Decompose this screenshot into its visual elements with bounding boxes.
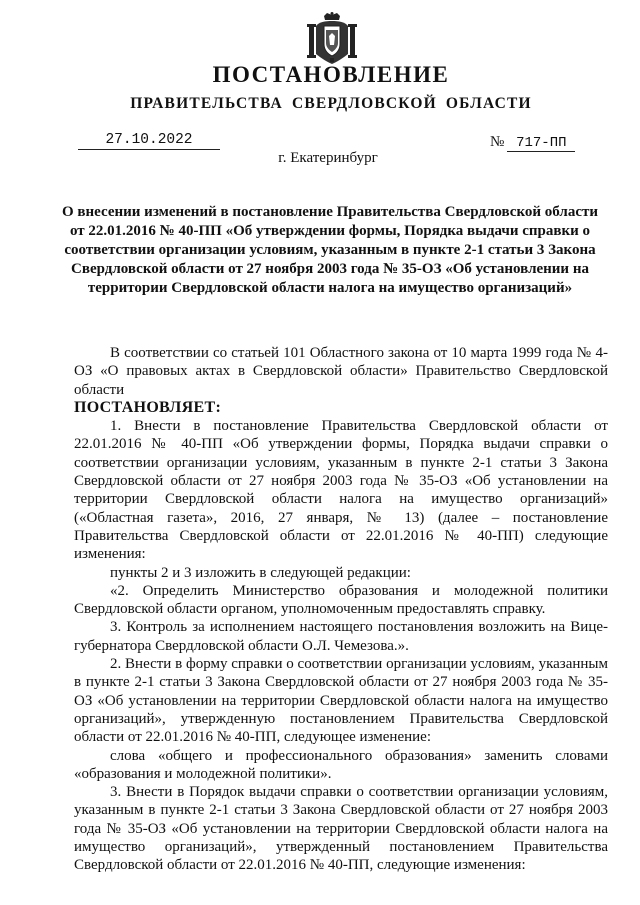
paragraph-3: 3. Внести в Порядок выдачи справки о соответствии организации условиям, указанным в пункте 2-1 статьи 3 Закона Свердловской области от 27 ноября 2003 года № 35-ОЗ «Об установлении на территории Свердловской области налога на имущество организаций», утвержденный постановлением Правительства Свердловской области от 22.01.2016 № 40-ПП, следующие изменения: xyxy=(74,784,608,874)
paragraph-1c: 3. Контроль за исполнением настоящего постановления возложить на Вице-губернатора Свердловской области О.Л. Чемезова.». xyxy=(74,619,608,654)
intro-paragraph: В соответствии со статьей 101 Областного закона от 10 марта 1999 года № 4-ОЗ «О правовых актах в Свердловской области» Правительство Свердловской области xyxy=(74,345,608,398)
document-date: 27.10.2022 xyxy=(78,132,220,150)
decree-word: ПОСТАНОВЛЯЕТ: xyxy=(74,398,222,416)
document-body xyxy=(74,344,608,875)
document-city: г. Екатеринбург xyxy=(278,150,378,166)
number-value: 717-ПП xyxy=(507,135,575,152)
paragraph-1a: пункты 2 и 3 изложить в следующей редакции: xyxy=(110,564,411,581)
document-title: ПОСТАНОВЛЕНИЕ xyxy=(212,62,450,87)
document-heading: О внесении изменений в постановление Правительства Свердловской области от 22.01.2016 № 40-ПП «Об утверждении формы, Порядка выдачи справки о соответствии организации условиям, указанным в пункте 2-1 статьи 3 Закона Свердловской области от 27 ноября 2003 года № 35-ОЗ «Об установлении на территории Свердловской области налога на имущество организаций» xyxy=(62,204,598,296)
paragraph-1: 1. Внести в постановление Правительства Свердловской области от 22.01.2016 № 40-ПП «Об утверждении формы, Порядка выдачи справки о соответствии организации условиям, указанным в пункте 2-1 статьи 3 Закона Свердловской области от 27 ноября 2003 года № 35-ОЗ «Об установлении на территории Свердловской области налога на имущество организаций» («Областная газета», 2016, 27 января, № 13) (далее – постановление Правительства Свердловской области от 22.01.2016 № 40-ПП) следующие изменения: xyxy=(74,418,608,563)
paragraph-1b: «2. Определить Министерство образования и молодежной политики Свердловской области органом, уполномоченным предоставлять справку. xyxy=(74,582,608,618)
paragraph-2: 2. Внести в форму справки о соответствии организации условиям, указанным в пункте 2-1 статьи 3 Закона Свердловской области от 27 ноября 2003 года № 35-ОЗ «Об установлении на территории Свердловской области налога на имущество организаций», утвержденную постановлением Правительства Свердловской области от 22.01.2016 № 40-ПП, следующее изменение: xyxy=(74,656,608,746)
coat-of-arms-icon xyxy=(307,12,357,66)
paragraph-2a: слова «общего и профессионального образования» заменить словами «образования и молодежной политики». xyxy=(74,747,608,782)
document-subtitle: ПРАВИТЕЛЬСТВА СВЕРДЛОВСКОЙ ОБЛАСТИ xyxy=(130,95,532,112)
number-label: № xyxy=(490,134,505,150)
